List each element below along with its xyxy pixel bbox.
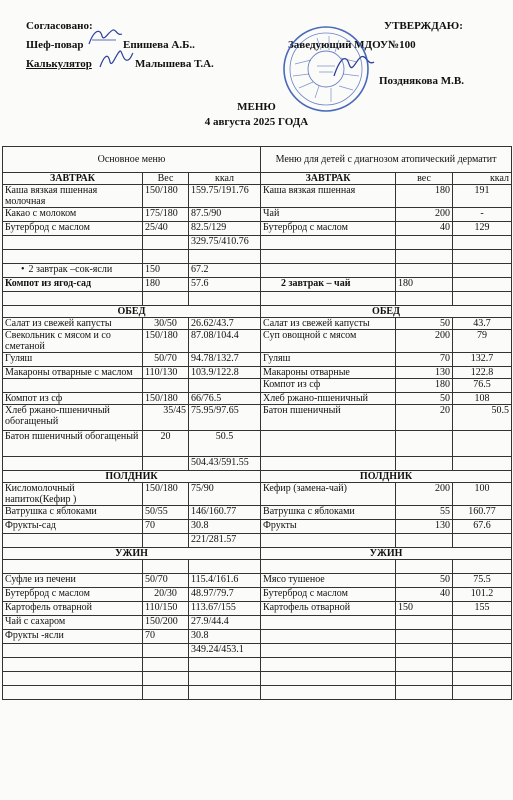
- table-row: Батон пшеничный обогащеный 20 50.5: [3, 431, 512, 457]
- table-row: Макароны отварные с маслом 110/130 103.9/122.8 Макароны отварные 130 122.8: [3, 367, 512, 379]
- snack-total: 221/281.57: [189, 534, 261, 548]
- lunch-heading: ОБЕД: [3, 306, 261, 318]
- table-row: • 2 завтрак –сок-ясли 150 67.2: [3, 264, 512, 278]
- table-row: Гуляш 50/70 94.78/132.7 Гуляш 70 132.7: [3, 353, 512, 367]
- table-row: Картофель отварной 110/150 113.67/155 Картофель отварной 150 155: [3, 602, 512, 616]
- table-row: Бутерброд с маслом 20/30 48.97/79.7 Бутерброд с маслом 40 101.2: [3, 588, 512, 602]
- table-row: Компот из сф 180 76.5: [3, 379, 512, 393]
- dinner-heading-right: УЖИН: [261, 548, 512, 560]
- menu-title: МЕНЮ: [237, 101, 276, 113]
- table-row: Каша вязкая пшенная молочная 150/180 159.75/191.76 Каша вязкая пшенная 180 191: [3, 185, 512, 208]
- approve-label: УТВЕРЖДАЮ:: [384, 20, 463, 32]
- menu-date: 4 августа 2025 ГОДА: [204, 116, 309, 128]
- lunch-total: 504.43/591.55: [189, 457, 261, 471]
- chef-signature: [86, 26, 126, 48]
- table-row: Чай с сахаром 150/200 27.9/44.4: [3, 616, 512, 630]
- calc-label: Калькулятор: [26, 58, 92, 70]
- table-row: Фрукты -ясли 70 30.8: [3, 630, 512, 644]
- total-row: [3, 236, 512, 250]
- total-row: [3, 534, 512, 548]
- dinner-total: 349.24/453.1: [189, 644, 261, 658]
- total-row: [3, 457, 512, 471]
- table-row: Свекольник с мясом и со сметаной 150/180 87.08/104.4 Суп овощной с мясом 200 79: [3, 330, 512, 353]
- kcal-col-header-right: ккал: [453, 173, 512, 185]
- table-row: Суфле из печени 50/70 115.4/161.6 Мясо тушеное 50 75.5: [3, 574, 512, 588]
- table-row: Бутерброд с маслом 25/40 82.5/129 Бутерброд с маслом 40 129: [3, 222, 512, 236]
- chef-name: Епишева А.Б..: [123, 39, 195, 51]
- total-row: [3, 644, 512, 658]
- kcal-col-header: ккал: [189, 173, 261, 185]
- table-row: Компот из сф 150/180 66/76.5 Хлеб ржано-пшеничный 50 108: [3, 393, 512, 405]
- weight-col-header: Вес: [143, 173, 189, 185]
- breakfast-heading-right: ЗАВТРАК: [261, 173, 396, 185]
- agreed-label: Согласовано:: [26, 20, 93, 32]
- snack-heading-right: ПОЛДНИК: [261, 471, 512, 483]
- calc-name: Малышева Т.А.: [135, 58, 214, 70]
- dinner-heading: УЖИН: [3, 548, 261, 560]
- table-row: Какао с молоком 175/180 87.5/90 Чай 200 -: [3, 208, 512, 222]
- table-row: Хлеб ржано-пшеничный обогащеный 35/45 75.95/97.65 Батон пшеничный 20 50.5: [3, 405, 512, 431]
- table-row: Компот из ягод-сад 180 57.6 2 завтрак – чай 180: [3, 278, 512, 292]
- menu-table: [2, 146, 512, 700]
- calc-signature: [98, 48, 134, 70]
- table-row: Ватрушка с яблоками 50/55 146/160.77 Ватрушка с яблоками 55 160.77: [3, 506, 512, 520]
- atopic-menu-title: Меню для детей с диагнозом атопический дерматит: [261, 147, 512, 173]
- head-name: Позднякова М.В.: [379, 75, 464, 87]
- table-row: Фрукты-сад 70 30.8 Фрукты 130 67.6: [3, 520, 512, 534]
- snack-heading: ПОЛДНИК: [3, 471, 261, 483]
- breakfast-total: 329.75/410.76: [189, 236, 261, 250]
- table-row: Салат из свежей капусты 30/50 26.62/43.7 Салат из свежей капусты 50 43.7: [3, 318, 512, 330]
- main-menu-title: Основное меню: [3, 147, 261, 173]
- table-row: Кисломолочный напиток(Кефир ) 150/180 75/90 Кефир (замена-чай) 200 100: [3, 483, 512, 506]
- head-label: Заведующий МДОУ№100: [288, 39, 416, 51]
- breakfast-heading: ЗАВТРАК: [3, 173, 143, 185]
- weight-col-header-right: вес: [396, 173, 453, 185]
- lunch-heading-right: ОБЕД: [261, 306, 512, 318]
- chef-label: Шеф-повар: [26, 39, 84, 51]
